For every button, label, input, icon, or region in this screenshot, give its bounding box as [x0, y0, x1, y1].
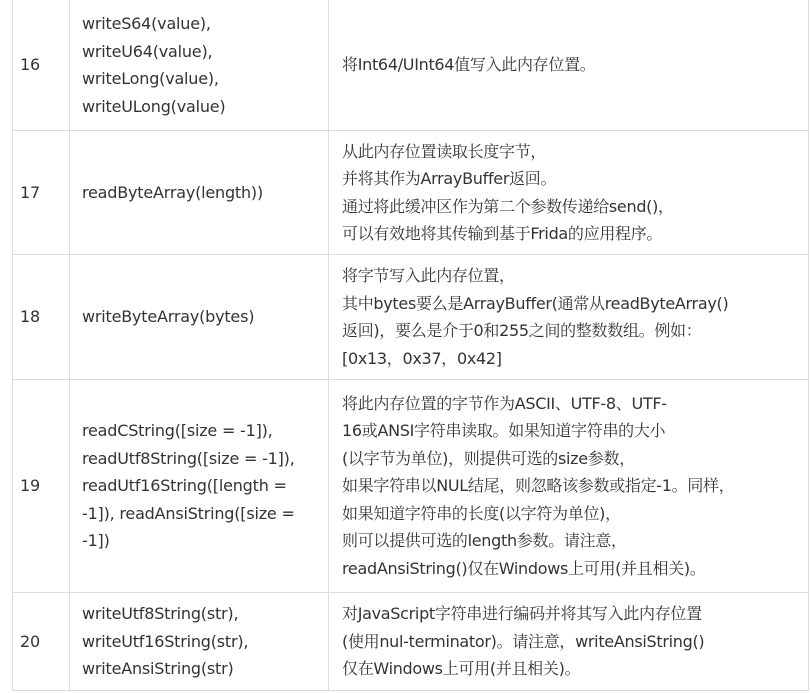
description-cell: 将Int64/UInt64值写入此内存位置。: [329, 0, 809, 131]
table-row: [13, 0, 809, 131]
method-cell: writeS64(value), writeU64(value), writeLong(value), writeULong(value): [70, 0, 329, 131]
method-cell: readByteArray(length)): [70, 131, 329, 255]
description-cell: 将字节写入此内存位置， 其中bytes要么是ArrayBuffer(通常从readByteArray() 返回)，要么是介于0和255之间的整数数组。例如： [0x13，0x37，0x42]: [329, 255, 809, 380]
row-number: 17: [13, 131, 70, 255]
description-cell: 对JavaScript字符串进行编码并将其写入此内存位置 (使用nul-terminator)。请注意，writeAnsiString() 仅在Windows上可用(并且相关)。: [329, 593, 809, 691]
description-cell: 将此内存位置的字节作为ASCII、UTF-8、UTF- 16或ANSI字符串读取。如果知道字符串的大小 (以字节为单位)，则提供可选的size参数， 如果字符串以NUL结尾，则忽略该参数或指定-1。同样， 如果知道字符串的长度(以字符为单位)， 则可以提供可选的length参数。请注意， readAnsiString()仅在Windows上可用(并且相关)。: [329, 380, 809, 593]
method-cell: writeUtf8String(str), writeUtf16String(str), writeAnsiString(str): [70, 593, 329, 691]
table-row: [13, 255, 809, 380]
method-cell: writeByteArray(bytes): [70, 255, 329, 380]
description-cell: 从此内存位置读取长度字节， 并将其作为ArrayBuffer返回。 通过将此缓冲区作为第二个参数传递给send()， 可以有效地将其传输到基于Frida的应用程序。: [329, 131, 809, 255]
table-row: [13, 131, 809, 255]
api-table: [12, 0, 809, 691]
method-cell: readCString([size = -1]), readUtf8String([size = -1]), readUtf16String([length = -1]), readAnsiString([size = -1]): [70, 380, 329, 593]
table-row: [13, 593, 809, 691]
row-number: 20: [13, 593, 70, 691]
row-number: 19: [13, 380, 70, 593]
table-row: [13, 380, 809, 593]
row-number: 18: [13, 255, 70, 380]
row-number: 16: [13, 0, 70, 131]
